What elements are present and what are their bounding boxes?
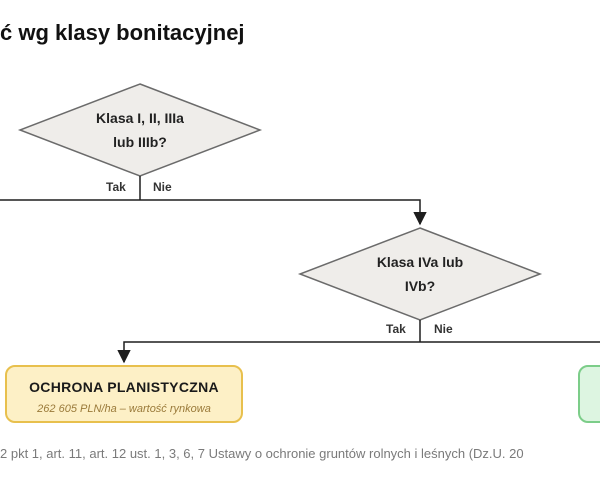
result-1-title: OCHRONA PLANISTYCZNA xyxy=(29,379,219,395)
decision-2-yes-label: Tak xyxy=(386,322,406,336)
legal-footnote: 2 pkt 1, art. 11, art. 12 ust. 1, 3, 6, 7 Ustawy o ochronie gruntów rolnych i leśnych (Dz.U. 20 xyxy=(0,446,524,461)
result-ochrona-planistyczna xyxy=(5,365,243,423)
decision-1-no-label: Nie xyxy=(153,180,172,194)
decision-2-yes-connector xyxy=(124,342,420,362)
diagram-title: ć wg klasy bonitacyjnej xyxy=(0,20,245,45)
decision-1-text: Klasa I, II, IIIa lub IIIb? xyxy=(96,110,184,150)
decision-1-no-connector xyxy=(140,200,420,224)
decision-2-no-label: Nie xyxy=(434,322,453,336)
result-1-subtitle: 262 605 PLN/ha – wartość rynkowa xyxy=(37,403,211,415)
decision-1-yes-label: Tak xyxy=(106,180,126,194)
decision-2-text: Klasa IVa lub IVb? xyxy=(376,254,464,294)
result-green-box xyxy=(578,365,600,423)
